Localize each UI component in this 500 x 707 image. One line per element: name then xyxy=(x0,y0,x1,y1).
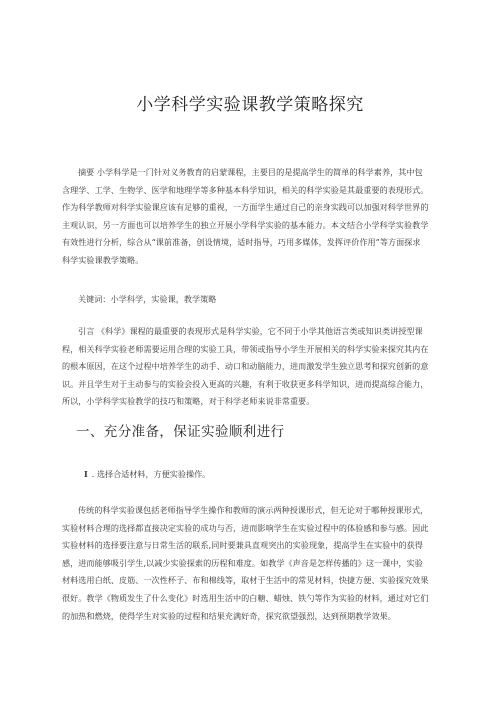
document-title: 小学科学实验课教学策略探究 xyxy=(136,95,364,115)
subsection-heading xyxy=(84,469,210,480)
body-paragraph: 传统的科学实验课包括老师指导学生操作和教师的演示两种授课形式，但无论对于哪种授课形式， 实验材料合理的选择都直接决定实验的成功与否，进而影响学生在实验过程中的体验感和参与感。因此 实验材料的选择要注意与日常生活的联系,同时要兼具直观突出的实验现象，提高学生在实验中的获得 感，进而能够吸引学生,以减少实验探索的历程和难度。如教学《声音是怎样传播的》这一课中，实验 材料选用白纸、皮筋、一次性杯子、布和棉线等，取材于生活中的常见材料，快捷方便、实验探究效果 很好。教学《物质发生了什么变化》时选用生活中的白糖、蜡烛、铁勺等作为实验的材料，通过对它们 的加热和燃烧，使得学生对实验的过程和结果充满好奇，探究欲望强烈，达到预期教学效果。 xyxy=(62,505,429,621)
keywords-line: 关键词：小学科学，实验课，教学策略 xyxy=(78,294,217,304)
abstract-paragraph: 摘要 小学科学是一门针对义务教育的启蒙课程，主要目的是提高学生的简单的科学素养，其中包 含理学、工学、生物学、医学和地理学等多种基本科学知识，相关的科学实验是其最重要的表现形式。 作为科学教师对科学实验课应该有足够的重视，一方面学生通过自己的亲身实践可以加强对科学世界的 主观认识，另一方面也可以培养学生的独立开展小学科学实验的基本能力。本文结合小学科学实验教学 有效性进行分析，综合从“课前准备，创设情境，适时指导，巧用多媒体，发挥评价作用”等方面探求 科学实验课教学策略。 xyxy=(62,167,429,265)
subsection-title: . 选择合适材料，方便实验操作。 xyxy=(91,469,211,479)
introduction-paragraph: 引言 《科学》课程的最重要的表现形式是科学实验，它不同于小学其他语言类或知识类讲授型课 程，相关科学实验老师需要运用合理的实验工具，带领或指导小学生开展相关的科学实验来探究其内在 的根本原因，在这个过程中培养学生的动手、动口和动脑能力，进而激发学生独立思考和探究创新的意 识。并且学生对于主动参与的实验会投入更高的兴趣，有利于收获更多科学知识，进而提高综合能力， 所以，小学科学实验教学的技巧和策略，对于科学老师来说非常重要。 xyxy=(62,326,429,407)
subsection-number: I xyxy=(84,469,88,479)
section-heading: 一、充分准备，保证实验顺利进行 xyxy=(76,424,285,440)
